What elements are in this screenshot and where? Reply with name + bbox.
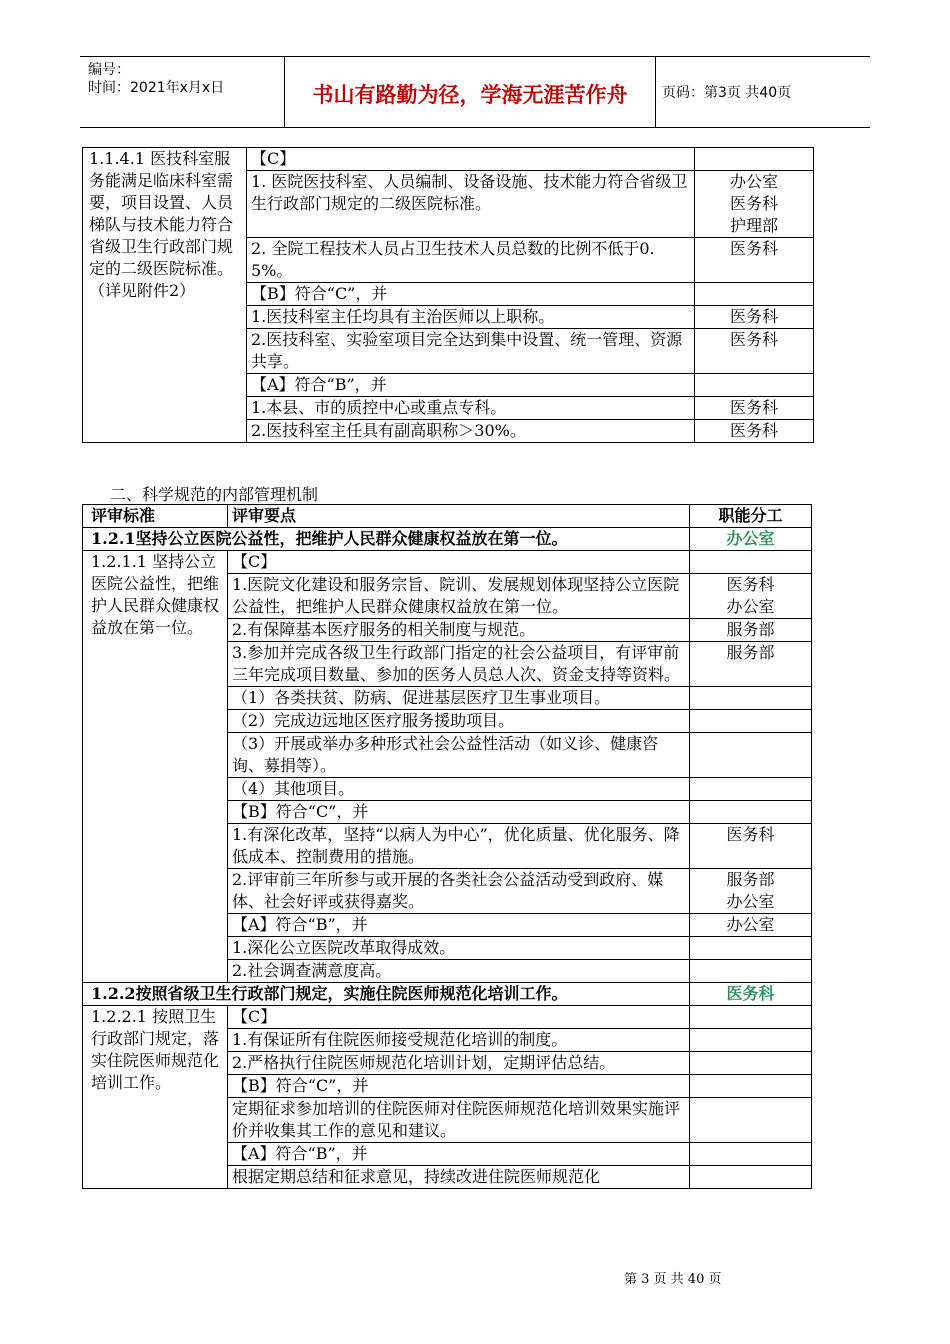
dept-cell: 服务部	[690, 619, 812, 642]
point-cell: 2.评审前三年所参与或开展的各类社会公益活动受到政府、媒体、社会好评或获得嘉奖。	[228, 869, 690, 914]
dept-cell: 服务部	[690, 642, 812, 687]
point-cell: 2.医技科室、实验室项目完全达到集中设置、统一管理、资源共享。	[247, 329, 695, 374]
group-title-row	[83, 528, 812, 551]
dept-cell	[690, 1166, 812, 1189]
dept-cell	[690, 710, 812, 733]
document-time-label: 时间：2021年x月x日	[88, 80, 225, 96]
header-dept: 职能分工	[690, 505, 812, 528]
point-cell: 根据定期总结和征求意见，持续改进住院医师规范化	[228, 1166, 690, 1189]
point-cell: 【A】符合“B”，并	[247, 374, 695, 397]
standards-table-2	[82, 504, 812, 1189]
dept-cell: 医务科	[690, 824, 812, 869]
dept-cell	[690, 937, 812, 960]
table-row	[83, 1006, 812, 1029]
point-cell: （1）各类扶贫、防病、促进基层医疗卫生事业项目。	[228, 687, 690, 710]
header-standard: 评审标准	[83, 505, 228, 528]
group-dept: 医务科	[690, 983, 812, 1006]
point-cell: （4）其他项目。	[228, 778, 690, 801]
point-cell: 【B】符合“C”，并	[247, 283, 695, 306]
point-cell: 1.医技科室主任均具有主治医师以上职称。	[247, 306, 695, 329]
point-cell: 1.有深化改革，坚持“以病人为中心”，优化质量、优化服务、降低成本、控制费用的措施。	[228, 824, 690, 869]
dept-cell	[690, 1143, 812, 1166]
dept-cell	[690, 1052, 812, 1075]
point-cell: 2.严格执行住院医师规范化培训计划，定期评估总结。	[228, 1052, 690, 1075]
dept-cell: 医务科	[695, 238, 814, 283]
point-cell: 1.医院文化建设和服务宗旨、院训、发展规划体现坚持公立医院公益性，把维护人民群众健康权益放在第一位。	[228, 574, 690, 619]
dept-cell: 医务科	[695, 329, 814, 374]
standard-cell: 1.1.4.1 医技科室服务能满足临床科室需要，项目设置、人员梯队与技术能力符合省级卫生行政部门规定的二级医院标准。 （详见附件2）	[83, 148, 247, 443]
dept-cell	[690, 1006, 812, 1029]
dept-cell	[690, 687, 812, 710]
point-cell: 【A】符合“B”，并	[228, 914, 690, 937]
point-cell: 【C】	[247, 148, 695, 171]
dept-cell	[690, 1029, 812, 1052]
header-motto-cell	[284, 57, 656, 127]
standard-cell: 1.2.1.1 坚持公立医院公益性，把维护人民群众健康权益放在第一位。	[83, 551, 228, 983]
table-header-row	[83, 505, 812, 528]
point-cell: 1.有保证所有住院医师接受规范化培训的制度。	[228, 1029, 690, 1052]
point-cell: 2.社会调查满意度高。	[228, 960, 690, 983]
header-points: 评审要点	[228, 505, 690, 528]
point-cell: 【B】符合“C”，并	[228, 801, 690, 824]
dept-cell: 医务科	[695, 420, 814, 443]
dept-cell	[690, 551, 812, 574]
dept-cell	[690, 801, 812, 824]
page-header	[80, 56, 870, 128]
point-cell: 【A】符合“B”，并	[228, 1143, 690, 1166]
header-page-info: 页码：第3页 共40页	[662, 85, 792, 101]
table-row	[83, 551, 812, 574]
section-title: 二、科学规范的内部管理机制	[110, 485, 319, 504]
dept-cell: 医务科 办公室	[690, 574, 812, 619]
point-cell: 2.医技科室主任具有副高职称＞30%。	[247, 420, 695, 443]
standard-cell: 1.2.2.1 按照卫生行政部门规定，落实住院医师规范化培训工作。	[83, 1006, 228, 1189]
point-cell: （2）完成边远地区医疗服务援助项目。	[228, 710, 690, 733]
table-row	[83, 148, 814, 171]
dept-cell	[695, 283, 814, 306]
group-title: 1.2.2按照省级卫生行政部门规定，实施住院医师规范化培训工作。	[83, 983, 690, 1006]
point-cell: 【B】符合“C”，并	[228, 1075, 690, 1098]
point-cell: 1.深化公立医院改革取得成效。	[228, 937, 690, 960]
point-cell: 2. 全院工程技术人员占卫生技术人员总数的比例不低于0.5%。	[247, 238, 695, 283]
group-title-row	[83, 983, 812, 1006]
document-number-label: 编号：	[88, 62, 130, 78]
point-cell: 【C】	[228, 1006, 690, 1029]
dept-cell	[690, 733, 812, 778]
point-cell: 1.本县、市的质控中心或重点专科。	[247, 397, 695, 420]
standards-table-1	[82, 147, 814, 443]
dept-cell: 办公室	[690, 914, 812, 937]
point-cell: （3）开展或举办多种形式社会公益性活动（如义诊、健康咨询、募捐等）。	[228, 733, 690, 778]
group-title: 1.2.1坚持公立医院公益性，把维护人民群众健康权益放在第一位。	[83, 528, 690, 551]
dept-cell	[695, 148, 814, 171]
dept-cell	[690, 960, 812, 983]
point-cell: 1. 医院医技科室、人员编制、设备设施、技术能力符合省级卫生行政部门规定的二级医院标准。	[247, 171, 695, 238]
point-cell: 定期征求参加培训的住院医师对住院医师规范化培训效果实施评价并收集其工作的意见和建议。	[228, 1098, 690, 1143]
point-cell: 3.参加并完成各级卫生行政部门指定的社会公益项目，有评审前三年完成项目数量、参加的医务人员总人次、资金支持等资料。	[228, 642, 690, 687]
group-dept: 办公室	[690, 528, 812, 551]
dept-cell	[690, 778, 812, 801]
dept-cell	[690, 1075, 812, 1098]
header-meta	[88, 61, 224, 97]
dept-cell	[695, 374, 814, 397]
dept-cell: 办公室 医务科 护理部	[695, 171, 814, 238]
point-cell: 2.有保障基本医疗服务的相关制度与规范。	[228, 619, 690, 642]
dept-cell: 医务科	[695, 306, 814, 329]
dept-cell: 服务部 办公室	[690, 869, 812, 914]
dept-cell	[690, 1098, 812, 1143]
dept-cell: 医务科	[695, 397, 814, 420]
page-footer: 第 3 页 共 40 页	[624, 1272, 722, 1287]
point-cell: 【C】	[228, 551, 690, 574]
header-motto: 书山有路勤为径，学海无涯苦作舟	[312, 83, 628, 107]
